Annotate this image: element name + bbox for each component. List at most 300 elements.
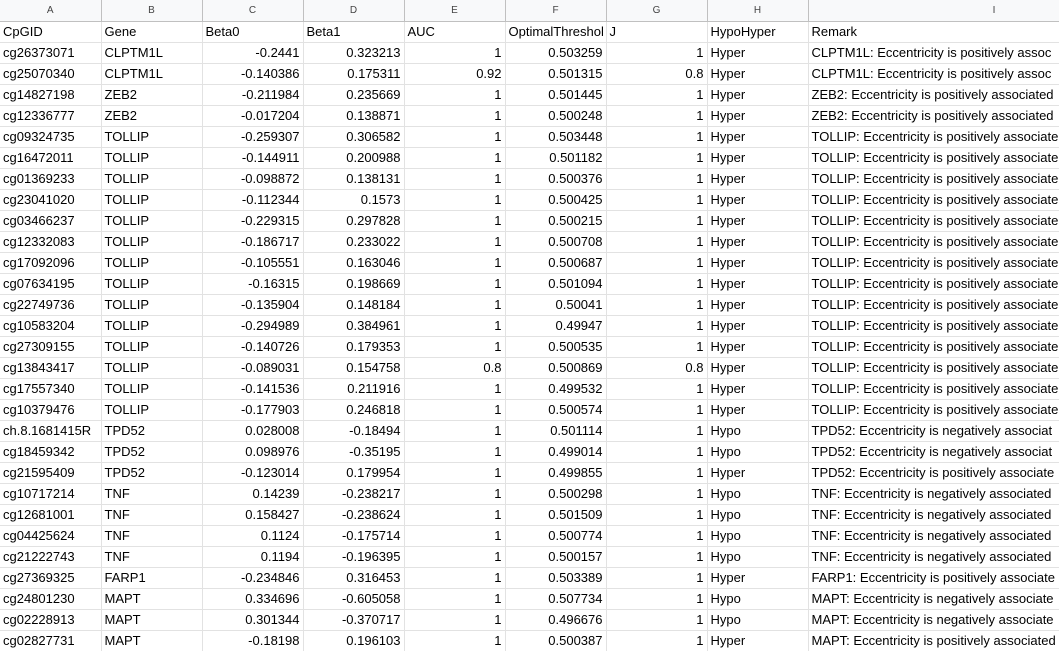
cell-auc[interactable]: 1 — [404, 252, 505, 273]
cell-beta0[interactable]: -0.177903 — [202, 399, 303, 420]
cell-beta1[interactable]: 0.246818 — [303, 399, 404, 420]
cell-beta0[interactable]: 0.028008 — [202, 420, 303, 441]
cell-remark[interactable]: TNF: Eccentricity is negatively associated — [808, 546, 1059, 567]
cell-beta0[interactable]: -0.211984 — [202, 84, 303, 105]
cell-beta1[interactable]: 0.175311 — [303, 63, 404, 84]
cell-beta0[interactable]: 0.301344 — [202, 609, 303, 630]
cell-gene[interactable]: TOLLIP — [101, 147, 202, 168]
cell-hypohyper[interactable]: Hyper — [707, 210, 808, 231]
cell-gene[interactable]: CLPTM1L — [101, 42, 202, 63]
cell-j[interactable]: 1 — [606, 588, 707, 609]
cell-beta0[interactable]: -0.229315 — [202, 210, 303, 231]
cell-hypohyper[interactable]: Hypo — [707, 546, 808, 567]
cell-remark[interactable]: CLPTM1L: Eccentricity is positively assoc — [808, 42, 1059, 63]
table-row — [0, 315, 1059, 336]
cell-cpgid[interactable]: cg26373071 — [0, 42, 101, 63]
cell-optimal-threshold[interactable]: 0.500248 — [505, 105, 606, 126]
table-row — [0, 462, 1059, 483]
cell-optimal-threshold[interactable]: 0.500157 — [505, 546, 606, 567]
cell-optimal-threshold[interactable]: 0.499855 — [505, 462, 606, 483]
cell-header-auc[interactable]: AUC — [404, 21, 505, 42]
cell-j[interactable]: 1 — [606, 42, 707, 63]
cell-remark[interactable]: MAPT: Eccentricity is negatively associate — [808, 588, 1059, 609]
cell-optimal-threshold[interactable]: 0.500387 — [505, 630, 606, 651]
cell-cpgid[interactable]: cg14827198 — [0, 84, 101, 105]
cell-optimal-threshold[interactable]: 0.503448 — [505, 126, 606, 147]
cell-j[interactable]: 1 — [606, 84, 707, 105]
cell-j[interactable]: 1 — [606, 462, 707, 483]
cell-optimal-threshold[interactable]: 0.501182 — [505, 147, 606, 168]
cell-beta1[interactable]: 0.235669 — [303, 84, 404, 105]
column-header-f[interactable]: F — [505, 0, 606, 21]
cell-gene[interactable]: TOLLIP — [101, 378, 202, 399]
cell-gene[interactable]: TOLLIP — [101, 189, 202, 210]
cell-auc[interactable]: 1 — [404, 210, 505, 231]
cell-remark[interactable]: TNF: Eccentricity is negatively associated — [808, 525, 1059, 546]
table-row — [0, 210, 1059, 231]
column-header-h[interactable]: H — [707, 0, 808, 21]
cell-gene[interactable]: TOLLIP — [101, 315, 202, 336]
cell-cpgid[interactable]: ch.8.1681415R — [0, 420, 101, 441]
cell-gene[interactable]: TOLLIP — [101, 273, 202, 294]
cell-optimal-threshold[interactable]: 0.503259 — [505, 42, 606, 63]
cell-beta0[interactable]: -0.18198 — [202, 630, 303, 651]
cell-remark[interactable]: ZEB2: Eccentricity is positively associated — [808, 84, 1059, 105]
cell-cpgid[interactable]: cg12681001 — [0, 504, 101, 525]
column-header-e[interactable]: E — [404, 0, 505, 21]
cell-auc[interactable]: 1 — [404, 630, 505, 651]
cell-remark[interactable]: TOLLIP: Eccentricity is positively associate — [808, 126, 1059, 147]
cell-auc[interactable]: 1 — [404, 483, 505, 504]
cell-gene[interactable]: MAPT — [101, 630, 202, 651]
cell-auc[interactable]: 0.8 — [404, 357, 505, 378]
cell-auc[interactable]: 1 — [404, 420, 505, 441]
cell-auc[interactable]: 1 — [404, 504, 505, 525]
cell-header-beta0[interactable]: Beta0 — [202, 21, 303, 42]
cell-remark[interactable]: TNF: Eccentricity is negatively associated — [808, 483, 1059, 504]
cell-hypohyper[interactable]: Hyper — [707, 336, 808, 357]
cell-gene[interactable]: TPD52 — [101, 462, 202, 483]
header-row — [0, 21, 1059, 42]
cell-optimal-threshold[interactable]: 0.501509 — [505, 504, 606, 525]
table-row — [0, 336, 1059, 357]
cell-beta1[interactable]: 0.323213 — [303, 42, 404, 63]
cell-auc[interactable]: 1 — [404, 546, 505, 567]
cell-remark[interactable]: TOLLIP: Eccentricity is positively associate — [808, 399, 1059, 420]
cell-gene[interactable]: TPD52 — [101, 441, 202, 462]
cell-auc[interactable]: 1 — [404, 525, 505, 546]
cell-header-optimal-threshold[interactable]: OptimalThreshol — [505, 21, 606, 42]
cell-hypohyper[interactable]: Hyper — [707, 63, 808, 84]
cell-beta1[interactable]: 0.154758 — [303, 357, 404, 378]
cell-gene[interactable]: TNF — [101, 483, 202, 504]
column-header-row — [0, 0, 1059, 21]
cell-optimal-threshold[interactable]: 0.501094 — [505, 273, 606, 294]
cell-cpgid[interactable]: cg21222743 — [0, 546, 101, 567]
cell-beta0[interactable]: -0.089031 — [202, 357, 303, 378]
cell-remark[interactable]: TPD52: Eccentricity is negatively associat — [808, 441, 1059, 462]
cell-optimal-threshold[interactable]: 0.500376 — [505, 168, 606, 189]
cell-j[interactable]: 0.8 — [606, 63, 707, 84]
cell-remark[interactable]: TOLLIP: Eccentricity is positively associate — [808, 231, 1059, 252]
cell-j[interactable]: 1 — [606, 105, 707, 126]
cell-remark[interactable]: FARP1: Eccentricity is positively associate — [808, 567, 1059, 588]
cell-remark[interactable]: TOLLIP: Eccentricity is positively associate — [808, 252, 1059, 273]
cell-beta1[interactable]: -0.238624 — [303, 504, 404, 525]
cell-optimal-threshold[interactable]: 0.500425 — [505, 189, 606, 210]
cell-beta1[interactable]: -0.238217 — [303, 483, 404, 504]
cell-j[interactable]: 0.8 — [606, 357, 707, 378]
table-row — [0, 63, 1059, 84]
cell-gene[interactable]: TOLLIP — [101, 399, 202, 420]
cell-remark[interactable]: TOLLIP: Eccentricity is positively associate — [808, 378, 1059, 399]
cell-beta0[interactable]: -0.105551 — [202, 252, 303, 273]
cell-cpgid[interactable]: cg27309155 — [0, 336, 101, 357]
cell-auc[interactable]: 1 — [404, 147, 505, 168]
cell-header-beta1[interactable]: Beta1 — [303, 21, 404, 42]
cell-j[interactable]: 1 — [606, 609, 707, 630]
cell-optimal-threshold[interactable]: 0.500535 — [505, 336, 606, 357]
cell-j[interactable]: 1 — [606, 420, 707, 441]
cell-optimal-threshold[interactable]: 0.500774 — [505, 525, 606, 546]
cell-j[interactable]: 1 — [606, 336, 707, 357]
cell-auc[interactable]: 1 — [404, 378, 505, 399]
cell-cpgid[interactable]: cg23041020 — [0, 189, 101, 210]
table-row — [0, 567, 1059, 588]
cell-remark[interactable]: TOLLIP: Eccentricity is positively associate — [808, 273, 1059, 294]
cell-remark[interactable]: TOLLIP: Eccentricity is positively associate — [808, 315, 1059, 336]
cell-beta0[interactable]: -0.017204 — [202, 105, 303, 126]
cell-cpgid[interactable]: cg02228913 — [0, 609, 101, 630]
cell-beta0[interactable]: -0.294989 — [202, 315, 303, 336]
cell-hypohyper[interactable]: Hypo — [707, 588, 808, 609]
cell-cpgid[interactable]: cg16472011 — [0, 147, 101, 168]
cell-gene[interactable]: TOLLIP — [101, 252, 202, 273]
cell-optimal-threshold[interactable]: 0.499532 — [505, 378, 606, 399]
cell-beta0[interactable]: -0.123014 — [202, 462, 303, 483]
cell-optimal-threshold[interactable]: 0.500574 — [505, 399, 606, 420]
cell-header-j[interactable]: J — [606, 21, 707, 42]
cell-j[interactable]: 1 — [606, 147, 707, 168]
cell-gene[interactable]: TNF — [101, 546, 202, 567]
cell-gene[interactable]: TOLLIP — [101, 126, 202, 147]
cell-optimal-threshold[interactable]: 0.500687 — [505, 252, 606, 273]
cell-beta1[interactable]: 0.297828 — [303, 210, 404, 231]
cell-beta1[interactable]: 0.1573 — [303, 189, 404, 210]
cell-beta1[interactable]: 0.198669 — [303, 273, 404, 294]
cell-optimal-threshold[interactable]: 0.500869 — [505, 357, 606, 378]
table-row — [0, 525, 1059, 546]
cell-cpgid[interactable]: cg25070340 — [0, 63, 101, 84]
cell-remark[interactable]: TOLLIP: Eccentricity is positively associate — [808, 357, 1059, 378]
cell-beta0[interactable]: -0.140386 — [202, 63, 303, 84]
cell-j[interactable]: 1 — [606, 399, 707, 420]
cell-auc[interactable]: 1 — [404, 588, 505, 609]
cell-beta0[interactable]: 0.1124 — [202, 525, 303, 546]
cell-j[interactable]: 1 — [606, 189, 707, 210]
cell-beta1[interactable]: 0.306582 — [303, 126, 404, 147]
cell-beta1[interactable]: -0.35195 — [303, 441, 404, 462]
cell-beta1[interactable]: -0.370717 — [303, 609, 404, 630]
cell-optimal-threshold[interactable]: 0.501114 — [505, 420, 606, 441]
column-header-b[interactable]: B — [101, 0, 202, 21]
cell-beta0[interactable]: -0.098872 — [202, 168, 303, 189]
cell-beta0[interactable]: 0.098976 — [202, 441, 303, 462]
cell-remark[interactable]: MAPT: Eccentricity is positively associated — [808, 630, 1059, 651]
cell-remark[interactable]: TOLLIP: Eccentricity is positively associate — [808, 147, 1059, 168]
cell-hypohyper[interactable]: Hypo — [707, 441, 808, 462]
cell-remark[interactable]: MAPT: Eccentricity is negatively associate — [808, 609, 1059, 630]
cell-optimal-threshold[interactable]: 0.496676 — [505, 609, 606, 630]
cell-hypohyper[interactable]: Hypo — [707, 525, 808, 546]
cell-remark[interactable]: CLPTM1L: Eccentricity is positively assoc — [808, 63, 1059, 84]
cell-auc[interactable]: 1 — [404, 84, 505, 105]
cell-gene[interactable]: TOLLIP — [101, 168, 202, 189]
cell-gene[interactable]: TNF — [101, 525, 202, 546]
cell-beta0[interactable]: 0.1194 — [202, 546, 303, 567]
cell-cpgid[interactable]: cg01369233 — [0, 168, 101, 189]
cell-auc[interactable]: 1 — [404, 126, 505, 147]
cell-auc[interactable]: 1 — [404, 441, 505, 462]
column-header-d[interactable]: D — [303, 0, 404, 21]
cell-hypohyper[interactable]: Hypo — [707, 420, 808, 441]
table-row — [0, 357, 1059, 378]
cell-beta0[interactable]: -0.16315 — [202, 273, 303, 294]
table-row — [0, 126, 1059, 147]
cell-gene[interactable]: ZEB2 — [101, 105, 202, 126]
cell-gene[interactable]: ZEB2 — [101, 84, 202, 105]
cell-beta1[interactable]: 0.179353 — [303, 336, 404, 357]
cell-optimal-threshold[interactable]: 0.500708 — [505, 231, 606, 252]
cell-j[interactable]: 1 — [606, 315, 707, 336]
cell-hypohyper[interactable]: Hyper — [707, 189, 808, 210]
cell-j[interactable]: 1 — [606, 294, 707, 315]
cell-cpgid[interactable]: cg17092096 — [0, 252, 101, 273]
cell-beta1[interactable]: 0.211916 — [303, 378, 404, 399]
cell-beta0[interactable]: -0.186717 — [202, 231, 303, 252]
cell-beta1[interactable]: 0.138871 — [303, 105, 404, 126]
cell-auc[interactable]: 1 — [404, 105, 505, 126]
cell-beta1[interactable]: -0.18494 — [303, 420, 404, 441]
cell-header-hypohyper[interactable]: HypoHyper — [707, 21, 808, 42]
cell-j[interactable]: 1 — [606, 126, 707, 147]
cell-j[interactable]: 1 — [606, 273, 707, 294]
cell-cpgid[interactable]: cg27369325 — [0, 567, 101, 588]
cell-gene[interactable]: TOLLIP — [101, 231, 202, 252]
cell-j[interactable]: 1 — [606, 525, 707, 546]
cell-gene[interactable]: MAPT — [101, 588, 202, 609]
cell-j[interactable]: 1 — [606, 546, 707, 567]
cell-beta0[interactable]: -0.140726 — [202, 336, 303, 357]
cell-auc[interactable]: 1 — [404, 567, 505, 588]
cell-hypohyper[interactable]: Hyper — [707, 315, 808, 336]
cell-header-cpgid[interactable]: CpGID — [0, 21, 101, 42]
cell-hypohyper[interactable]: Hyper — [707, 252, 808, 273]
cell-beta0[interactable]: -0.135904 — [202, 294, 303, 315]
cell-cpgid[interactable]: cg24801230 — [0, 588, 101, 609]
cell-hypohyper[interactable]: Hyper — [707, 357, 808, 378]
table-row — [0, 588, 1059, 609]
cell-remark[interactable]: ZEB2: Eccentricity is positively associated — [808, 105, 1059, 126]
cell-beta0[interactable]: 0.334696 — [202, 588, 303, 609]
cell-j[interactable]: 1 — [606, 252, 707, 273]
cell-j[interactable]: 1 — [606, 504, 707, 525]
cell-cpgid[interactable]: cg12332083 — [0, 231, 101, 252]
cell-beta1[interactable]: 0.163046 — [303, 252, 404, 273]
cell-cpgid[interactable]: cg04425624 — [0, 525, 101, 546]
column-header-a[interactable]: A — [0, 0, 101, 21]
cell-auc[interactable]: 1 — [404, 462, 505, 483]
cell-auc[interactable]: 1 — [404, 609, 505, 630]
cell-header-remark[interactable]: Remark — [808, 21, 1059, 42]
cell-cpgid[interactable]: cg13843417 — [0, 357, 101, 378]
cell-hypohyper[interactable]: Hypo — [707, 483, 808, 504]
cell-hypohyper[interactable]: Hypo — [707, 504, 808, 525]
cell-beta0[interactable]: -0.259307 — [202, 126, 303, 147]
cell-remark[interactable]: TOLLIP: Eccentricity is positively associate — [808, 336, 1059, 357]
cell-hypohyper[interactable]: Hyper — [707, 378, 808, 399]
cell-hypohyper[interactable]: Hypo — [707, 609, 808, 630]
cell-cpgid[interactable]: cg03466237 — [0, 210, 101, 231]
cell-optimal-threshold[interactable]: 0.49947 — [505, 315, 606, 336]
cell-auc[interactable]: 0.92 — [404, 63, 505, 84]
cell-hypohyper[interactable]: Hyper — [707, 399, 808, 420]
cell-beta0[interactable]: 0.158427 — [202, 504, 303, 525]
cell-gene[interactable]: TOLLIP — [101, 294, 202, 315]
cell-cpgid[interactable]: cg18459342 — [0, 441, 101, 462]
cell-remark[interactable]: TOLLIP: Eccentricity is positively associate — [808, 189, 1059, 210]
cell-beta0[interactable]: -0.144911 — [202, 147, 303, 168]
cell-j[interactable]: 1 — [606, 567, 707, 588]
cell-beta0[interactable]: -0.112344 — [202, 189, 303, 210]
column-header-g[interactable]: G — [606, 0, 707, 21]
cell-j[interactable]: 1 — [606, 378, 707, 399]
cell-j[interactable]: 1 — [606, 630, 707, 651]
cell-gene[interactable]: TOLLIP — [101, 210, 202, 231]
cell-beta0[interactable]: -0.234846 — [202, 567, 303, 588]
cell-remark[interactable]: TOLLIP: Eccentricity is positively associate — [808, 210, 1059, 231]
cell-optimal-threshold[interactable]: 0.500215 — [505, 210, 606, 231]
cell-beta0[interactable]: -0.2441 — [202, 42, 303, 63]
cell-optimal-threshold[interactable]: 0.500298 — [505, 483, 606, 504]
column-header-c[interactable]: C — [202, 0, 303, 21]
cell-hypohyper[interactable]: Hyper — [707, 147, 808, 168]
cell-optimal-threshold[interactable]: 0.507734 — [505, 588, 606, 609]
table-row — [0, 441, 1059, 462]
column-header-i[interactable]: I — [808, 0, 1059, 21]
cell-beta1[interactable]: 0.196103 — [303, 630, 404, 651]
cell-cpgid[interactable]: cg10717214 — [0, 483, 101, 504]
table-row — [0, 399, 1059, 420]
table-row — [0, 273, 1059, 294]
cell-beta1[interactable]: 0.200988 — [303, 147, 404, 168]
cell-remark[interactable]: TOLLIP: Eccentricity is positively associate — [808, 168, 1059, 189]
cell-auc[interactable]: 1 — [404, 189, 505, 210]
cell-auc[interactable]: 1 — [404, 273, 505, 294]
cell-header-gene[interactable]: Gene — [101, 21, 202, 42]
cell-beta1[interactable]: 0.384961 — [303, 315, 404, 336]
cell-cpgid[interactable]: cg17557340 — [0, 378, 101, 399]
cell-j[interactable]: 1 — [606, 483, 707, 504]
table-row — [0, 105, 1059, 126]
cell-j[interactable]: 1 — [606, 168, 707, 189]
cell-cpgid[interactable]: cg09324735 — [0, 126, 101, 147]
cell-auc[interactable]: 1 — [404, 399, 505, 420]
cell-hypohyper[interactable]: Hyper — [707, 294, 808, 315]
cell-hypohyper[interactable]: Hyper — [707, 462, 808, 483]
cell-cpgid[interactable]: cg21595409 — [0, 462, 101, 483]
cell-cpgid[interactable]: cg10379476 — [0, 399, 101, 420]
cell-auc[interactable]: 1 — [404, 168, 505, 189]
cell-cpgid[interactable]: cg12336777 — [0, 105, 101, 126]
cell-hypohyper[interactable]: Hyper — [707, 567, 808, 588]
cell-hypohyper[interactable]: Hyper — [707, 630, 808, 651]
table-row — [0, 630, 1059, 651]
cell-gene[interactable]: TOLLIP — [101, 357, 202, 378]
cell-j[interactable]: 1 — [606, 210, 707, 231]
cell-auc[interactable]: 1 — [404, 336, 505, 357]
table-row — [0, 168, 1059, 189]
cell-beta1[interactable]: -0.605058 — [303, 588, 404, 609]
cell-optimal-threshold[interactable]: 0.501315 — [505, 63, 606, 84]
cell-hypohyper[interactable]: Hyper — [707, 168, 808, 189]
cell-beta1[interactable]: -0.175714 — [303, 525, 404, 546]
cell-remark[interactable]: TOLLIP: Eccentricity is positively associate — [808, 294, 1059, 315]
cell-beta0[interactable]: -0.141536 — [202, 378, 303, 399]
cell-remark[interactable]: TPD52: Eccentricity is negatively associat — [808, 420, 1059, 441]
cell-beta1[interactable]: -0.196395 — [303, 546, 404, 567]
cell-hypohyper[interactable]: Hyper — [707, 126, 808, 147]
table-row — [0, 189, 1059, 210]
cell-gene[interactable]: MAPT — [101, 609, 202, 630]
cell-cpgid[interactable]: cg02827731 — [0, 630, 101, 651]
cell-cpgid[interactable]: cg07634195 — [0, 273, 101, 294]
cell-beta1[interactable]: 0.233022 — [303, 231, 404, 252]
cell-optimal-threshold[interactable]: 0.499014 — [505, 441, 606, 462]
cell-gene[interactable]: CLPTM1L — [101, 63, 202, 84]
cell-auc[interactable]: 1 — [404, 294, 505, 315]
cell-beta1[interactable]: 0.179954 — [303, 462, 404, 483]
cell-hypohyper[interactable]: Hyper — [707, 105, 808, 126]
cell-auc[interactable]: 1 — [404, 231, 505, 252]
cell-j[interactable]: 1 — [606, 441, 707, 462]
cell-cpgid[interactable]: cg22749736 — [0, 294, 101, 315]
table-row — [0, 483, 1059, 504]
cell-gene[interactable]: FARP1 — [101, 567, 202, 588]
cell-optimal-threshold[interactable]: 0.501445 — [505, 84, 606, 105]
cell-beta1[interactable]: 0.148184 — [303, 294, 404, 315]
cell-remark[interactable]: TPD52: Eccentricity is positively associate — [808, 462, 1059, 483]
cell-gene[interactable]: TOLLIP — [101, 336, 202, 357]
cell-beta0[interactable]: 0.14239 — [202, 483, 303, 504]
cell-hypohyper[interactable]: Hyper — [707, 273, 808, 294]
cell-optimal-threshold[interactable]: 0.503389 — [505, 567, 606, 588]
cell-remark[interactable]: TNF: Eccentricity is negatively associated — [808, 504, 1059, 525]
cell-hypohyper[interactable]: Hyper — [707, 84, 808, 105]
cell-gene[interactable]: TNF — [101, 504, 202, 525]
cell-beta1[interactable]: 0.316453 — [303, 567, 404, 588]
cell-cpgid[interactable]: cg10583204 — [0, 315, 101, 336]
table-row — [0, 252, 1059, 273]
cell-auc[interactable]: 1 — [404, 315, 505, 336]
cell-j[interactable]: 1 — [606, 231, 707, 252]
cell-beta1[interactable]: 0.138131 — [303, 168, 404, 189]
cell-hypohyper[interactable]: Hyper — [707, 231, 808, 252]
cell-optimal-threshold[interactable]: 0.50041 — [505, 294, 606, 315]
cell-gene[interactable]: TPD52 — [101, 420, 202, 441]
cell-auc[interactable]: 1 — [404, 42, 505, 63]
cell-hypohyper[interactable]: Hyper — [707, 42, 808, 63]
